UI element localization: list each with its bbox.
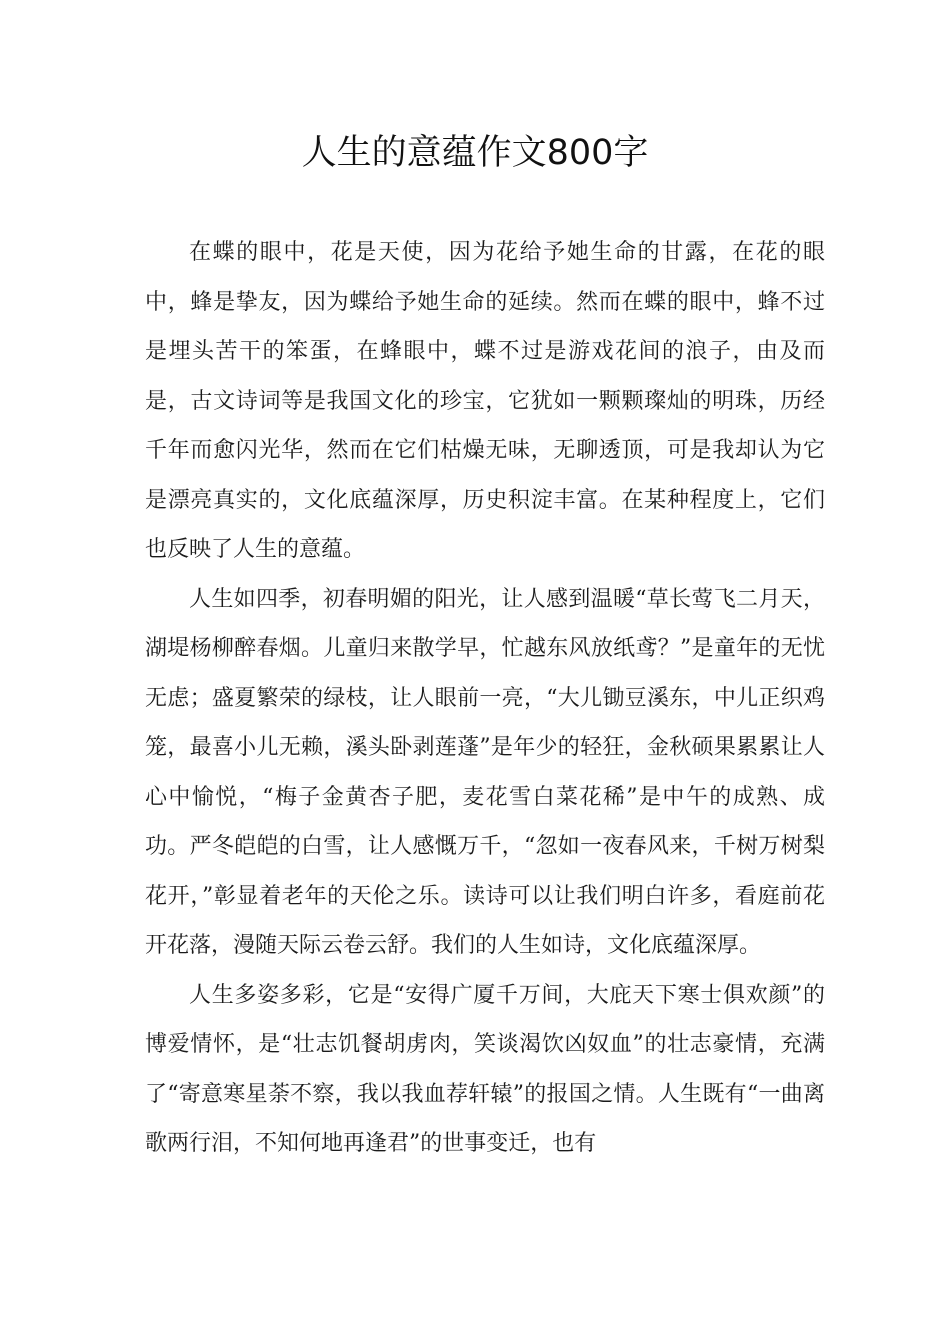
paragraph-2: 人生如四季，初春明媚的阳光，让人感到温暖“草长莺飞二月天，湖堤杨柳醉春烟。儿童归来散学早，忙越东风放纸鸢？”是童年的无忧无虑；盛夏繁荣的绿枝，让人眼前一亮，“大儿锄豆溪东，中儿正织鸡笼，最喜小儿无赖，溪头卧剥莲蓬”是年少的轻狂，金秋硕果累累让人心中愉悦，“梅子金黄杏子肥，麦花雪白菜花稀”是中午的成熟、成功。严冬皑皑的白雪，让人感慨万千，“忽如一夜春风来，千树万树梨花开，”彰显着老年的天伦之乐。读诗可以让我们明白许多，看庭前花开花落，漫随天际云卷云舒。我们的人生如诗，文化底蕴深厚。	[145, 586, 825, 958]
paragraph-3: 人生多姿多彩，它是“安得广厦千万间，大庇天下寒士俱欢颜”的博爱情怀，是“壮志饥餐胡虏肉，笑谈渴饮凶奴血”的壮志豪情，充满了“寄意寒星荼不察，我以我血荐轩辕”的报国之情。人生既有“一曲离歌两行泪，不知何地再逢君”的世事变迁，也有	[145, 982, 825, 1156]
paragraph-1: 在蝶的眼中，花是天使，因为花给予她生命的甘露，在花的眼中，蜂是挚友，因为蝶给予她生命的延续。然而在蝶的眼中，蜂不过是埋头苦干的笨蛋，在蜂眼中，蝶不过是游戏花间的浪子，由及而是，古文诗词等是我国文化的珍宝，它犹如一颗颗璨灿的明珠，历经千年而愈闪光华，然而在它们枯燥无味，无聊透顶，可是我却认为它是漂亮真实的，文化底蕴深厚，历史积淀丰富。在某种程度上，它们也反映了人生的意蕴。	[145, 240, 825, 562]
document-body	[145, 228, 825, 1169]
document-title: 人生的意蕴作文800字	[301, 133, 649, 173]
